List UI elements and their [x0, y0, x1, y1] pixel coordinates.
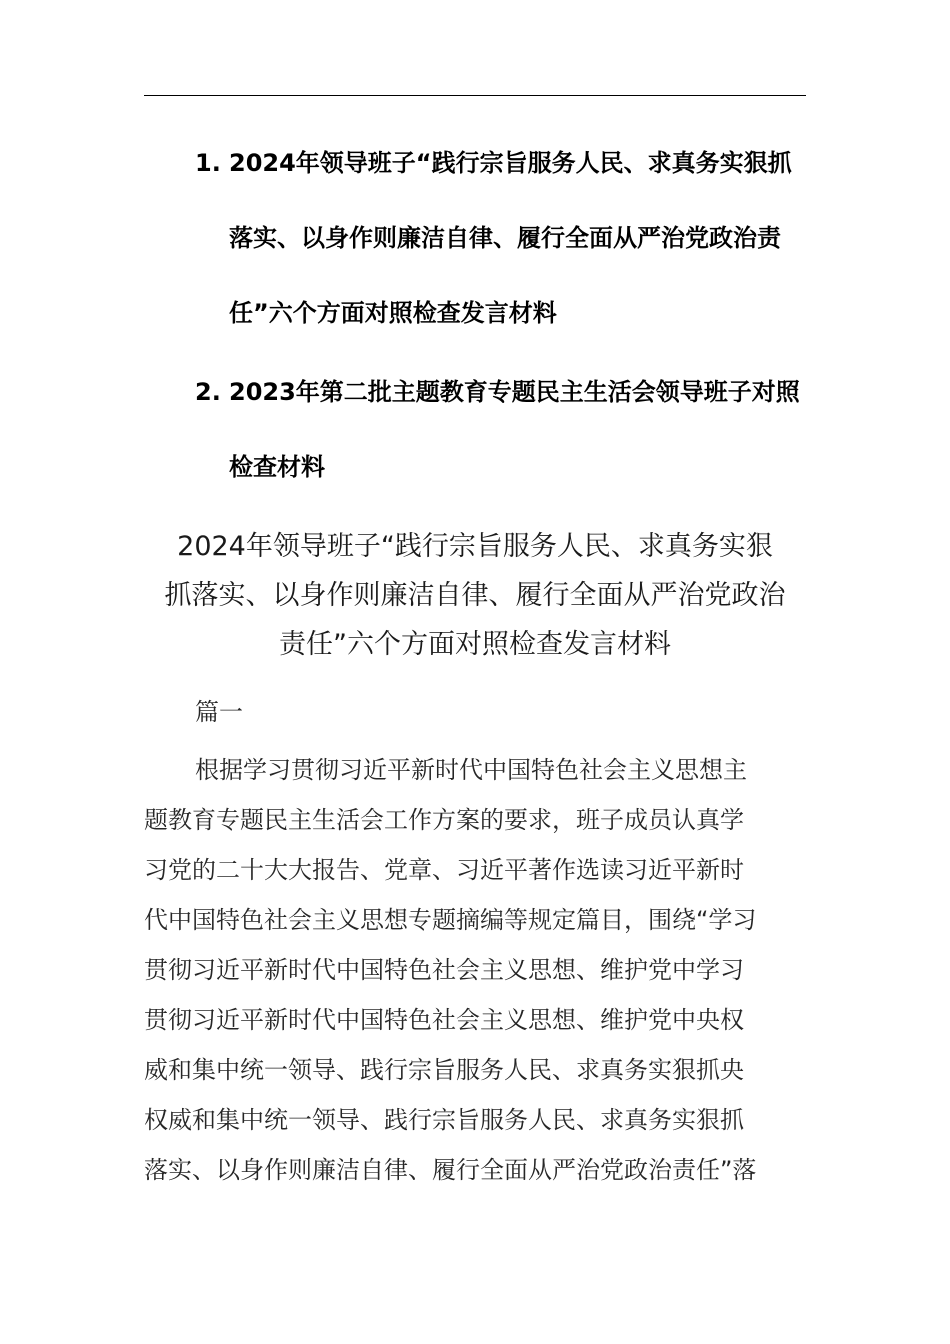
title-line: 2024年领导班子“践行宗旨服务人民、求真务实狠 — [177, 531, 773, 562]
toc-item-number: 2. — [195, 378, 221, 406]
body-paragraph — [144, 745, 806, 1195]
body-line: 贯彻习近平新时代中国特色社会主义思想、维护党中央权 — [144, 1006, 744, 1034]
body-line: 习党的二十大大报告、党章、习近平著作选读习近平新时 — [144, 856, 744, 884]
header-rule — [144, 95, 806, 96]
toc-item-1[interactable] — [195, 126, 814, 351]
body-line: 题教育专题民主生活会工作方案的要求，班子成员认真学 — [144, 806, 744, 834]
section-label: 篇一 — [195, 698, 243, 726]
body-line: 落实、以身作则廉洁自律、履行全面从严治党政治责任”落 — [144, 1156, 757, 1184]
title-line: 抓落实、以身作则廉洁自律、履行全面从严治党政治 — [164, 580, 786, 611]
body-line: 贯彻习近平新时代中国特色社会主义思想、维护党中学习 — [144, 956, 744, 984]
article-title — [144, 522, 806, 669]
body-line: 威和集中统一领导、践行宗旨服务人民、求真务实狠抓央 — [144, 1056, 744, 1084]
title-line: 责任”六个方面对照检查发言材料 — [279, 629, 671, 660]
toc-item-number: 1. — [195, 149, 221, 177]
body-line: 权威和集中统一领导、践行宗旨服务人民、求真务实狠抓 — [144, 1106, 744, 1134]
toc-item-text: 2024年领导班子“践行宗旨服务人民、求真务实狠抓落实、以身作则廉洁自律、履行全面从严治党政治责任”六个方面对照检查发言材料 — [229, 149, 792, 327]
toc-item-text: 2023年第二批主题教育专题民主生活会领导班子对照检查材料 — [229, 378, 800, 481]
toc-item-2[interactable] — [195, 355, 814, 505]
body-line: 根据学习贯彻习近平新时代中国特色社会主义思想主 — [195, 756, 747, 784]
body-line: 代中国特色社会主义思想专题摘编等规定篇目，围绕“学习 — [144, 906, 757, 934]
